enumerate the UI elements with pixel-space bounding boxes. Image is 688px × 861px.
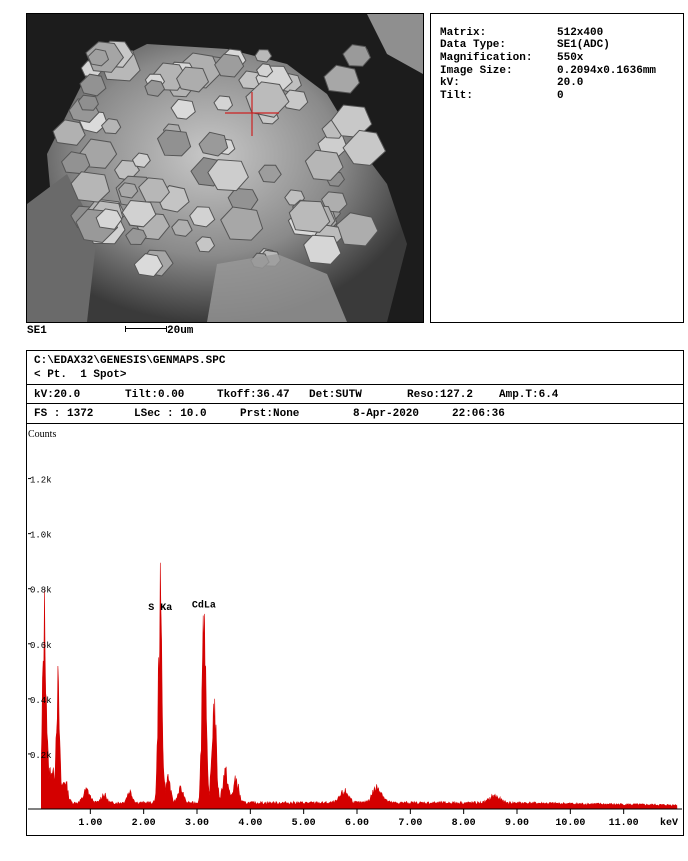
peak-label: S Ka xyxy=(148,603,173,615)
sem-micrograph xyxy=(26,13,424,323)
x-tick-label: 6.00 xyxy=(344,818,370,829)
info-datatype-value: SE1(ADC) xyxy=(557,39,610,51)
param-det: Det:SUTW xyxy=(309,389,362,401)
info-matrix-value: 512x400 xyxy=(557,27,604,39)
acq-fs: FS : 1372 xyxy=(34,408,94,420)
scale-bar xyxy=(125,326,167,332)
info-matrix-key: Matrix: xyxy=(440,27,487,39)
acq-prst: Prst:None xyxy=(240,408,300,420)
y-tick-label: 0.2k xyxy=(30,750,52,761)
info-magnification-key: Magnification: xyxy=(440,52,533,64)
info-tilt-key: Tilt: xyxy=(440,90,474,102)
acq-date: 8-Apr-2020 xyxy=(353,408,420,420)
peak-label: CdLa xyxy=(191,600,216,612)
y-tick-label: 1.2k xyxy=(30,475,52,486)
param-tilt: Tilt:0.00 xyxy=(125,389,185,401)
crystal-facet xyxy=(71,172,109,202)
param-kv: kV:20.0 xyxy=(34,389,81,401)
info-imagesize-key: Image Size: xyxy=(440,65,513,77)
info-datatype-key: Data Type: xyxy=(440,39,507,51)
image-mode-label: SE1 xyxy=(27,325,47,337)
spectrum-chart xyxy=(27,351,683,835)
crystal-facet xyxy=(304,235,341,264)
y-tick-label: 0.6k xyxy=(30,640,52,651)
y-tick-label: 1.0k xyxy=(30,530,52,541)
x-tick-label: 1.00 xyxy=(78,818,103,829)
acq-lsec: LSec : 10.0 xyxy=(134,408,207,420)
spectrum-series-line xyxy=(41,563,677,809)
x-tick-label: 5.00 xyxy=(291,818,316,829)
x-tick-label: 7.00 xyxy=(398,818,423,829)
info-tilt-value: 0 xyxy=(557,90,564,102)
info-magnification-value: 550x xyxy=(557,52,584,64)
x-axis-label: keV xyxy=(659,818,678,829)
sem-micrograph-image xyxy=(27,14,423,322)
x-tick-label: 9.00 xyxy=(504,818,530,829)
image-info-panel xyxy=(430,13,684,323)
info-kv-key: kV: xyxy=(440,77,460,89)
param-tkoff: Tkoff:36.47 xyxy=(217,389,290,401)
x-tick-label: 10.00 xyxy=(555,818,586,829)
y-axis-label: Counts xyxy=(28,429,57,440)
crystal-facet xyxy=(78,95,98,110)
y-tick-label: 0.4k xyxy=(30,695,52,706)
acq-time: 22:06:36 xyxy=(452,408,505,420)
spectrum-file-path: C:\EDAX32\GENESIS\GENMAPS.SPC xyxy=(34,355,226,367)
y-tick-label: 0.8k xyxy=(30,585,52,596)
scale-bar-label: 20um xyxy=(167,325,194,337)
x-tick-label: 8.00 xyxy=(451,818,476,829)
x-tick-label: 3.00 xyxy=(184,818,210,829)
x-tick-label: 11.00 xyxy=(608,818,639,829)
spectrum-panel xyxy=(26,350,684,836)
info-imagesize-value: 0.2094x0.1636mm xyxy=(557,65,657,77)
info-kv-value: 20.0 xyxy=(557,77,584,89)
x-tick-label: 4.00 xyxy=(238,818,263,829)
param-ampt: Amp.T:6.4 xyxy=(499,389,559,401)
x-tick-label: 2.00 xyxy=(131,818,156,829)
param-reso: Reso:127.2 xyxy=(407,389,474,401)
spectrum-point-label: < Pt. 1 Spot> xyxy=(34,369,127,381)
